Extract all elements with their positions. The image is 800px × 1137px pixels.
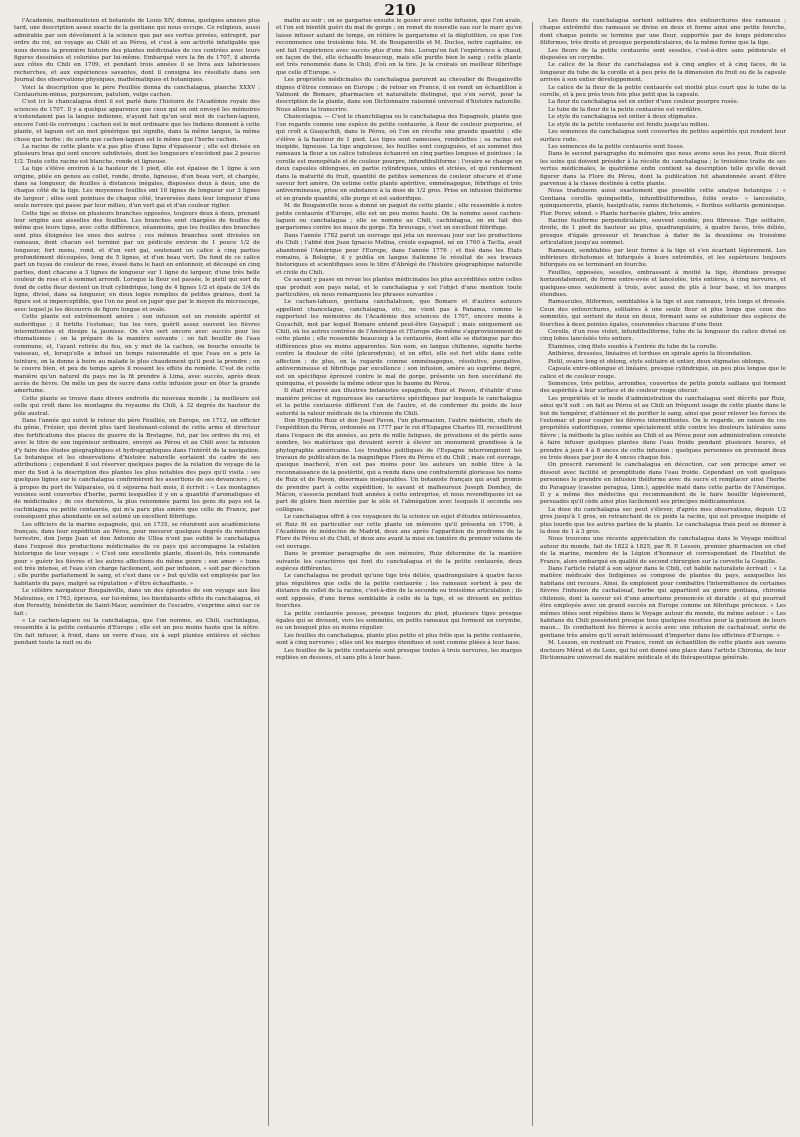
paragraph: Anthères, dressées, linéaires et tordues en spirale après la fécondation. [548, 351, 753, 358]
paragraph: Le canchalagua ne produit qu'une tige très déliée, quadrangulaire à quatre faces plus régulières que celle de la petite centaurée ; les rameaux sortent à peu de distance du collet de la racine, c'est-à-dire de la seconde ou troisième articulation ; ils sont opposés, d'une forme semblable à celle de la tige, et se divisent en petites fourches. [276, 573, 522, 610]
paragraph: Voici la description que le père Feuillée donna du canchalagua, planche XXXV : Centaurium-minus, purpureum, patulum, vulgo cachen. [14, 84, 260, 99]
paragraph: Dans l'année 1782 parut un ouvrage qui jeta un nouveau jour sur les productions du Chili ; l'abbé don Juan Ignacio Molina, créole espagnol, né en 1760 à Taclla, avait abandonné l'Amérique pour l'Europe, dans l'année 1776 ; et fixé dans les États romains, à Bologne, il y publia en langue italienne le résultat de ses travaux historiques et scientifiques sous le titre d'Abrégé de l'histoire géographique naturelle et civile du Chili. [276, 232, 522, 276]
paragraph: Dans l'article relatif à son séjour dans le Chili, cet habile naturaliste écrivait : « La matière médicale des Indigènes se compose de plantes du pays, auxquelles les habitans ont recours. Ainsi, ils emploient pour combattre l'intermittence de certaines fièvres l'infusion du cachalouaf, herbe qui appartient au genre gentiana, chironia chilensis, dont la saveur est d'une amertume prononcée et durable ; et qui pourrait être employée avec un grand succès en Europe comme un fébrifuge précieux. » Les mêmes idées sont répétées dans le Voyage autour du monde, du même auteur : « Les habitans du Chili possèdent presque tous quelques recettes pour la guérison de leurs maux... Ils combattent les fièvres à accès avec une infusion de cachalouaf, sorte de gentiane très amère qu'il serait intéressant d'importer dans les officines d'Europe. » [540, 566, 786, 639]
paragraph: On prescrit rarement le canchalagua en décoction, car son principe amer se dissout avec facilité et promptitude dans l'eau froide. Cependant on voit quelques personnes le prendre en infusion théiforme avec du sucre et remplacer ainsi l'herbe du Paraguay (cassine peragua, Linn.), appelée maté dans cette partie de l'Amérique. Il y a même des médecins qui recommandent de le faire bouillir légèrement, persuadés qu'il cède ainsi plus facilement ses principes médicamenteux. [540, 462, 786, 506]
paragraph: La dose du canchalagua sec peut s'élever, d'après mes observations, depuis 1/2 gros jusqu'à 1 gros, en retranchant de ce poids la racine, qui est presque insipide et plus lourde que les autres parties de la plante. Le canchalagua frais peut se donner à la dose de 1 à 3 gros. [540, 506, 786, 536]
paragraph: Dans l'année qui suivit le retour du père Feuillée, en Europe, en 1712, un officier du génie, Frézier, qui devint plus tard lieutenant-colonel de cette arme et directeur des fortifications des places de guerre de la Bretagne, fut, par les ordres du roi, et avec le titre de son ingénieur ordinaire, envoyé au Pérou et au Chili avec la mission d'y faire des études géographiques et hydrographiques dans l'intérêt de la navigation. La botanique et les observations d'histoire naturelle sortaient du cadre de ses attributions ; cependant il sut réserver quelques pages de la relation du voyage de la mer du Sud à la description des plantes les plus notables des pays qu'il visita : ses quelques lignes sur le canchalagua confirmèrent les assertions de ses devanciers ; et, à propos du port de Valparaiso, où il séjourna huit mois, il écrivit : « Les montagnes voisines sont couvertes d'herbe, parmi lesquelles il y en a quantité d'aromatiques et de médicinales ; de ces dernières, la plus renommée parmi les gens du pays est la cachinlagua ou petite centaurée, qui m'a paru plus amère que celle de France, par conséquent plus abondante en sel estimé un excellent fébrifuge. [14, 417, 260, 521]
paragraph: C'est ici le chancalagua dont il est parlé dans l'histoire de l'Académie royale des sciences de 1707. Il y a quelque apparence que ceux qui en ont envoyé les mémoires n'entendaient pas la langue indienne, n'ayant fait qu'un seul mot de cachen-laguen, encore l'ont-ils corrompu ; cachen est le mot ordinaire que les Indiens donnent à cette plante, et laguen est un mot générique qui signifie, dans la même langue, la même chose que herbe ; de sorte que cachen-laguen est le même que l'herbe cachen. [14, 99, 260, 143]
paragraph: Cette plante se trouve dans divers endroits du nouveau monde ; la meilleure est celle qui croît dans les montagne du royaume du Chili, à 32 degrés de hauteur du pôle austral. [14, 395, 260, 417]
paragraph: Ramuscules, filiformes, semblables à la tige et aux rameaux, très longs et dressés. Ceux des enfourchures, solitaires à une seule fleur et plus longs que ceux des sommités, qui sortent de deux en deux, formant sans se subdiviser des espèces de fourches à deux pointes égales, couronnées chacune d'une fleur. [540, 299, 786, 328]
paragraph: La fleur du canchalagua est en entier d'une couleur pourpre rosée. [548, 99, 739, 106]
paragraph: l'Académie, mathématicien et botaniste de Louis XIV, donna, quelques années plus tard, une description assez exacte de la gentiane qui nous occupe. Ce religieux, aussi admirable par son dévoûment à la science que par ses vertus privées, entreprit, par ordre du roi, un voyage au Chili et au Pérou, et c'est à son activité infatigable que nous devons la première histoire des plantes médicinales de ces contrées avec leurs figures dessinées et coloriées par lui-même. Embarqué vers la fin de 1707, il aborda aux côtes du Chili en 1709, et pendant trois années il se livra aux laborieuses recherches, et aux expériences savantes, dont il consigna les résultats dans son Journal des observations physiques, mathématiques et botaniques. [14, 18, 260, 84]
text-column-2 [276, 18, 522, 1130]
paragraph: Nous trouvons une récente appréciation du canchalagua dans le Voyage médical autour du monde, fait de 1822 à 1825, par R. P. Lesson, premier pharmacien en chef de la marine, membre de la Légion d'honneur et correspondant de l'Institut de France, alors embarqué en qualité de second chirurgien sur la corvette la Coquille. [540, 536, 786, 565]
paragraph: Les fleurs de la petite centaurée sont sessiles, c'est-à-dire sans pédoncule et disposées en corymbe. [540, 47, 786, 62]
paragraph: M. de Bougainville nous a donné un paquet de cette plante ; elle ressemble à notre petite centaurée d'Europe, elle est un peu moins haute. On la nomme aussi cachen-laguen ou canchalagua ; elle se nomme au Chili, cachinlagua, on en fait des gargarismes contre les maux de gorge. En breuvage, c'est un excellent fébrifuge. [276, 203, 522, 232]
paragraph: Les semences de la petite centaurée sont lisses. [548, 143, 685, 150]
paragraph: Le canchalagua offrit à ces voyageurs de la science un sujet d'études intéressantes, et Ruiz fit en particulier sur cette plante un mémoire qu'il présenta en 1796, à l'Académie de médecine de Madrid, deux ans après l'apparition du prodrome de la Flore du Pérou et du Chili, et deux ans avant la mise en lumière du premier volume de cet ouvrage. [276, 514, 522, 550]
paragraph: Le style de la petite centaurée est fendu jusqu'au milieu. [548, 121, 710, 128]
paragraph: Cette plante est extrêmement amère ; son infusion est un remède apéritif et sudorifique ; il fortifie l'estomac, tue les vers, guérit assez souvent les fièvres intermittentes et dissipe la jaunisse. On s'en sert encore avec succès pour les rhumatismes ; on la prépare de la manière suivante : on fait bouillir de l'eau commune, et, l'ayant retirée du feu, on y met de la cachen, on bouche ensuite le vaisseau, et, lorsqu'elle a infusé un temps raisonnable et que l'eau en a pris la teinture, on la donne à boire au malade le plus chaudement qu'il peut la prendre ; on le couvre bien, et peu de temps après il ressent les effets du remède. C'est de cette manière qu'un naturel du pays me la fit prendre à Lima, avec succès, après deux accès de fièvre. On mêle un peu de sucre dans cette infusion pour en ôter la grande amertume. [14, 314, 260, 395]
paragraph: Les fleurs du canchalagua sortent solitaires des enfourchures des rameaux ; chaque extrémité des rameaux se divise en deux et forme ainsi une petite fourche, dont chaque pointe se termine par une fleur, supportée par de longs pédoncules filiformes, très droits et presque perpendiculaires, de la même forme que la tige. [540, 18, 786, 47]
text-column-3 [540, 18, 786, 1130]
paragraph: Les propriétés et le mode d'administration du canchalagua sont décrits par Ruiz, ainsi qu'il suit : on fait au Pérou et au Chili un fréquent usage de cette plante dans le but de tempérer, d'atténuer et de purifier le sang, ainsi que pour relever les forces de l'estomac et pour couper les fièvres intermittentes. On le regarde, en raison de ces propriétés sudorifiques, comme spécialement utile contre les douleurs latérales sans fièvre ; la méthode la plus usitée au Chili et au Pérou pour son administration consiste à faire infuser quelques plantes dans l'eau froide pendant plusieurs heures, et prendre à jeun 4 à 8 onces de cette infusion ; quelques personnes en prennent deux ou trois doses par jour de 4 onces chaque fois. [540, 395, 786, 461]
paragraph: Les feuilles de la petite centaurée sont presque toutes à trois nervures, les marges repliées en dessous, et sans plis à leur base. [276, 647, 522, 661]
paragraph: Chancelagua. — C'est le chanchilagua ou le canchalagua des Espagnols, plante que l'on regarde comme une espèce de petite centaurée, à fleur de couleur purpurine, et qui croît à Guayachili, dans le Pérou, où l'on en récolte une grande quantité ; elle s'élève à la hauteur de 1 pied. Les tiges sont rameuses, rondelettes ; sa racine est insipide, ligneuse. La tige anguleuse, les feuilles sont conjuguées, et au sommet des rameaux la fleur a un calice tubuleux échancré en cinq parties longues et pointues ; la corolle est monopétale et de couleur pourpre, infundibuliforme ; l'ovaire se change en deux capsules oblongues, en partie cylindriques, unies et striées, et qui renferment dans la maturité du fruit, quantité de petites semences de couleur obscure et d'une saveur fort amère. On estime cette plante apéritive, emménagogue, fébrifuge et très antivermineuse, prise en substance à la dose de 1/2 gros. Prise en infusion théiforme et en grande quantité, elle purge et est sudorifique. [276, 114, 522, 202]
paragraph: Ce savant y passe en revue les plantes médicinales les plus accréditées entre celles que produit son pays natal, et le canchalagua y est l'objet d'une mention toute particulière, où nous remarquons les phrases suivantes : [276, 277, 522, 299]
paragraph: Les semences du canchalagua sont couvertes de petites aspérités qui rendent leur surface rude. [540, 129, 786, 143]
paragraph: Pistil, ovaire long et oblong, style solitaire et entier, deux stigmates oblongs. [548, 358, 766, 365]
paragraph: Il était réservé aux illustres botanistes espagnols, Ruiz et Pavon, d'établir d'une manière précise et rigoureuse les caractères spécifiques par lesquels le canchalagua et la petite centaurée diffèrent l'un de l'autre, et de confirmer du poids de leur autorité la valeur médicale de la chironie du Chili. [276, 388, 522, 417]
paragraph: Don Hypolito Ruiz et don Josef Pavon, l'un pharmacien, l'autre médecin, chefs de l'expédition du Pérou, ordonnée en 1777 par le roi d'Espagne Charles III, recueillirent dans l'espace de dix années, au prix de mille fatigues, de privations et de périls sans nombre, les matériaux qui devaient servir à élever un monument grandiose à la phytographie américaine. Les troubles politiques de l'Espagne interrompirent les travaux de publication de la magnifique Flore du Pérou et du Chili ; mais cet ouvrage, quoique inachevé, n'en est pas moins pour les auteurs un noble titre à la reconnaissance de la postérité, qui a rendu dans une confraternité glorieuse les noms de Ruiz et de Pavon, désormais inséparables. Un botaniste français qui avait promis de prendre part à cette expédition, le savant et malheureux Joseph Dombey, de Mâcon, s'associa pendant huit années à cette entreprise, et nous revendiquons ici sa part de gloire bien méritée par le zèle et l'abnégation avec lesquels il seconda ses collègues. [276, 417, 522, 513]
paragraph: Le style du canchalagua est entier à deux stigmates. [548, 114, 698, 121]
paragraph: Cette tige se divise en plusieurs branches opposées, toujours deux à deux, prenant leur origine aux aisselles des feuilles. Les branches sont chargées de feuilles de même que leurs tiges, avec cette différence, néanmoins, que les feuilles des branches sont plus éloignées les unes des autres ; ces mêmes branches sont divisées en rameaux, dont chacun est terminé par un pédicule environ de 1 pouce 1/2 de longueur, fort menu, rond, et d'un vert gai, soutenant un calice à cinq parties profondément découpées, long de 5 lignes, et d'un beau vert. Du fond de ce calice part un tuyau de couleur de rose, évasé dans le haut en entonnoir, et découpé en cinq parties, dont chacune a 3 lignes de longueur sur 1 ligne de largeur, d'une très belle couleur de rose et à sommet arrondi. Lorsque la fleur est passée, le pistil qui sort du fond de cette fleur devient un fruit cylindrique, long de 4 lignes 1/2 et épais de 3/4 de ligne, divisé, dans sa longueur, en deux loges remplies de petites graines, dont la figure est si imperceptible, que l'on ne peut en juger que par le moyen du microscope, avec lequel je les découvris de figure longue et ovale. [14, 210, 260, 313]
paragraph: Le cachan-lahuen, gentiana canchalahuen, que Bomare et d'autres auteurs appellent chancelague, canchalagua, etc., ne vient pas à Panama, comme le rapportent les mémoires de l'Académie des sciences de 1707, encore moins à Guyachili, mot par lequel Bomare entend peut-être Guyaquil ; mais uniquement au Chili, où les autres contrées de l'Amérique et l'Europe elle-même s'approvisionnent de cette plante ; elle ressemble beaucoup à la centaurée, dont elle se distingue par des différences plus ou moins apparentes. Son nom, en langue chilienne, signifie herbe contre la douleur de côté (pleurodynie), et en effet, elle est fort utile dans cette affection ; de plus, on la regarde comme emménagogue, résolutive, purgative, antivermineuse et fébrifuge par excellence ; son infusion, amère au suprême degré, est un spécifique éprouvé contre le mal de gorge, présente un bon succédané du quinquina, et possède la même odeur que le baume du Pérou. [276, 299, 522, 387]
column-rule [268, 22, 269, 1126]
paragraph: matin au soir ; on se gargarise ensuite le gosier avec cette infusion, que l'on avale, et l'on est bientôt guéri du mal de gorge ; on remet de nouvelle eau sur le marc qu'on laisse infuser autant de temps, on réitère le gargarisme et la déglutition, ce que l'on recommence une troisième fois. M. de Bougainville et M. Duclos, notre capitaine, en ont fait l'expérience avec succès plus d'une fois. Lorsqu'on fait l'expérience à chaud, en façon de thé, elle échauffe beaucoup, mais elle purifie bien le sang ; cette plante est très renommée dans le Chili, d'où on la tire. Je la croirais un meilleur fébrifuge que celle d'Europe. » [276, 18, 522, 76]
paragraph: Les feuilles du canchalagua, plante plus petite et plus frêle que la petite centaurée, sont à cinq nervures ; elles ont les marges étendues et sont comme pliées à leur base. [276, 632, 522, 647]
paragraph: Les officiers de la marine espagnole, qui, en 1735, se réunirent aux académiciens français, dans leur expédition au Pérou, pour mesurer quelques degrés du méridien terrestre, don Jorge Juan et don Antonio de Ulloa n'ont pas oublié le canchalagua dans l'exposé des productions médicinales de ce pays qui accompagne la relation historique de leur voyage : « C'est une excellente plante, disent-ils, très commande pour » guérir les fièvres et les autres affections du même genre ; son amer- » tume est très intense, et l'eau s'en charge facilement, soit par infusion, » soit par décoction ; elle purifie parfaitement le sang, et c'est dans ce » but qu'elle est employée par les habitants du pays, malgré sa réputation » d'être échauffante. » [14, 521, 260, 587]
paragraph: Le calice de la fleur de la petite centaurée est moitié plus court que le tube de la corolle, et à peu près trois fois plus petit que la capsule. [540, 84, 786, 99]
paragraph: Nous traduisons aussi exactement que possible cette analyse botanique : « Gentiana corollis quinquefidis, infundibuliformibus, foliis ovato- » lanceolatis, quinquenerviis, planis, basipilcatis, ramis dichotomis, » floribus solitariis geminisque. Flor. Peruv, edend. » Plante herbacée glabre, très amère. [540, 188, 786, 217]
column-rule [532, 22, 533, 1126]
paragraph: Le calice de la fleur du canchalagua est à cinq angles et à cinq faces, de la longueur du tube de la corolle et à peu près de la dimension du fruit ou de la capsule arrivée à son entier développement. [540, 62, 786, 84]
paragraph: Le tube de la fleur de la petite centaurée est verdâtre. [548, 106, 703, 113]
paragraph: Feuilles, opposées, sessiles, embrassant à moitié la tige, étendues presque horizontalement, de forme entre-ovée et lancéolée, très entières, à cinq nervures, et quelques-unes seulement à trois, avec aussi de plis à leur base, et les marges étendues. [540, 269, 786, 299]
paragraph: Racine fusiforme perpendiculaire, souvent coudée, peu fibreuse. Tige solitaire, droite, de 1 pied de hauteur au plus, quadrangulaire, à quatre faces, très déliée, presque d'égale grosseur et branchue à dater de la deuxième ou troisième articulation jusqu'au sommet. [540, 217, 786, 247]
paragraph: La tige s'élève environ à la hauteur de 1 pied, elle est épaisse de 1 ligne à son origine, pliée en genou au collet, ronde, droite, ligneuse, d'un beau vert, et chargée, dans sa longueur, de feuilles à distances inégales, disposées deux à deux, une de chaque côté de la tige. Les moyennes feuilles ont 10 lignes de longueur sur 3 lignes de largeur ; elles sont pointues de chaque côté, traversées dans leur longueur d'une seule nervure qui passe par leur milieu, d'un vert gai et d'un couleur riglier. [14, 166, 260, 210]
page-number: 210 [384, 1, 416, 19]
paragraph: Étamines, cinq filets soudés à l'entrée du tube de la corolle. [548, 343, 719, 350]
text-column-1 [14, 18, 260, 1130]
paragraph: Rameaux, semblables par leur forme à la tige et s'en écartant légèrement. Les inférieurs dichotomes et bifurqués à leurs extrémités, et les supérieurs toujours bifurqués ou se terminant en fourche. [540, 247, 786, 269]
paragraph: M. Lesson, en rentrant en France, remit un échantillon de cette plante aux savans docteurs Mérat et de Lens, qui lui ont donné une place dans l'article Chironia, de leur Dictionnaire universel de matière médicale et de thérapeutique générale. [540, 640, 786, 661]
paragraph: Dans le second paragraphe du mémoire que nous avons sous les yeux, Ruiz décrit les soins qui doivent présider à la récolte du canchalagua ; le troisième traite de ses vertus médicinales, le quatrième enfin contient sa description telle qu'elle devait figurer dans la Flore du Pérou, dont la publication fut abandonnée avant d'être parvenue à la classe destinée à cette plante. [540, 151, 786, 187]
paragraph: « Le cachen-laguen ou la canchalagua, que l'on nomme, au Chili, cachinlagua, ressemble à la petite centaurée d'Europe ; elle est un peu moins haute que la nôtre. On fait infuser, à froid, dans un verre d'eau, six à sept plantes entières et sèches pendant toute la nuit ou du [14, 617, 260, 647]
paragraph: Semences, très petites, arrondies, couvertes de petits points saillans qui forment des aspérités à leur surface et de couleur rouge obscur. [540, 380, 786, 395]
paragraph: La racine de cette plante n'a pas plus d'une ligne d'épaisseur ; elle est divisée en plusieurs bras qui sont encore subdivisés, dont les longueurs n'excèdent pas 2 pouces 1/2. Toute cette racine est blanche, ronde et ligneuse. [14, 143, 260, 165]
paragraph: Les propriétés médicinales du canchalagua parurent au chevalier de Bougainville dignes d'êtres connues en Europe ; de retour en France, il en remit un échantillon à Valmont de Bomare, pharmacien et naturaliste distingué, qui s'en servit, pour la description de la plante, dans son Dictionnaire raisonné universel d'histoire naturelle. Nous allons la transcrire. [276, 77, 522, 113]
paragraph: Le célèbre navigateur Bougainville, dans un des épisodes de son voyage aux îles Malouines, en 1763, éprouva, sur lui-même, les bienfaisants effets du canchalagua, et don Pernetty, bénédictin de Saint-Maur, aumônier de l'escadre, s'exprime ainsi sur ce fait : [14, 588, 260, 617]
paragraph: Capsule entre-oblongue et linéaire, presque cylindrique, un peu plus longue que le calice et de couleur rouge. [540, 366, 786, 380]
paragraph: Corolle, d'un rose violet, infundibuliforme, tube de la longueur du calice divisé en cinq lobes lancéolés très entiers. [540, 329, 786, 343]
paragraph: Dans le premier paragraphe de son mémoire, Ruiz détermine de la manière suivante les caractères qui font du canchalagua et de la petite centaurée, deux espèces différentes. [276, 551, 522, 573]
paragraph: La petite centaurée pousse, presque toujours du pied, plusieurs tiges presque égales qui se divisent, vers les sommités, en petits rameaux qui forment un corymbe, ou un bouquet plus ou moins régulier. [276, 610, 522, 632]
